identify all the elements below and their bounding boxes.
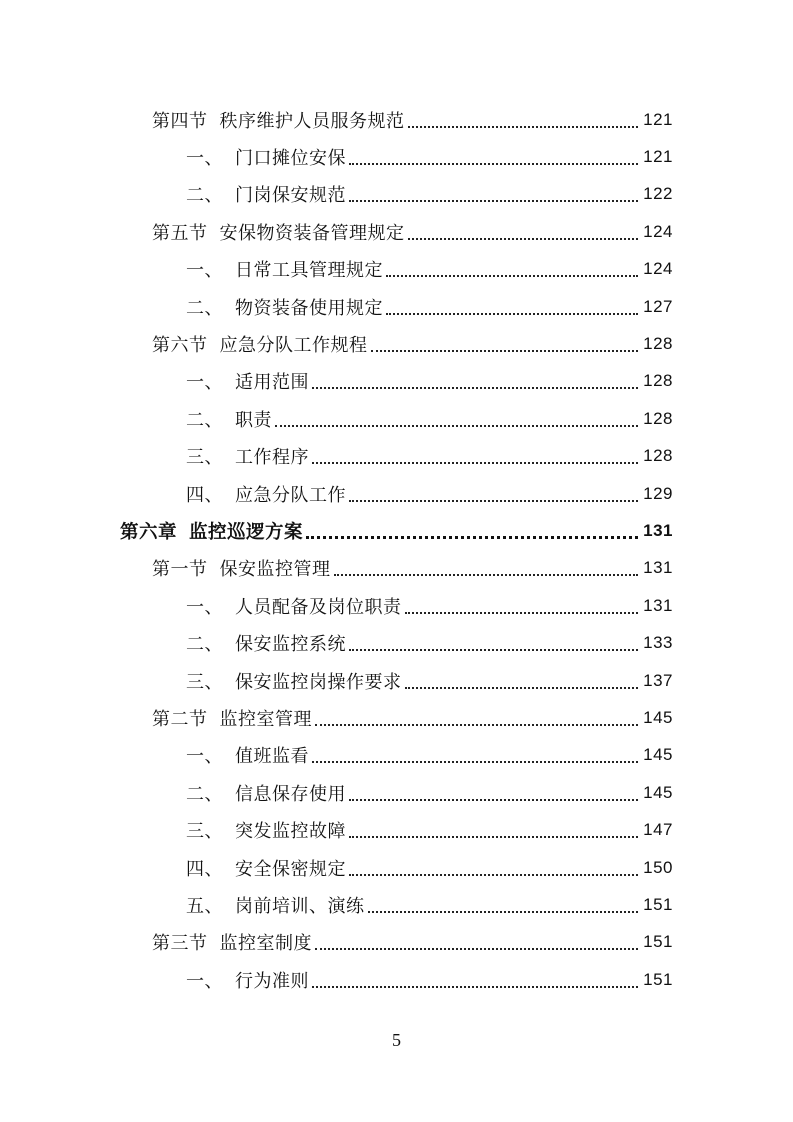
- toc-page-number: 145: [643, 782, 673, 802]
- toc-entry[interactable]: [0, 624, 793, 661]
- toc-dot-leader: [349, 145, 638, 165]
- toc-entry-label: 一、 值班监看: [186, 746, 309, 768]
- toc-dot-leader: [405, 594, 639, 614]
- toc-dot-leader: [306, 518, 638, 539]
- toc-entry[interactable]: [0, 176, 793, 213]
- toc-entry-label: 一、 门口摊位安保: [186, 148, 346, 170]
- toc-dot-leader: [408, 108, 639, 128]
- table-of-contents: [0, 101, 793, 998]
- toc-dot-leader: [315, 930, 638, 950]
- toc-dot-leader: [312, 743, 638, 763]
- toc-page-number: 151: [643, 894, 673, 914]
- toc-entry[interactable]: [0, 288, 793, 325]
- toc-entry-label: 第三节 监控室制度: [152, 933, 312, 955]
- toc-dot-leader: [405, 669, 639, 689]
- toc-dot-leader: [275, 407, 638, 427]
- toc-page-number: 145: [643, 745, 673, 765]
- toc-dot-leader: [349, 781, 638, 801]
- toc-entry-label: 第六节 应急分队工作规程: [152, 335, 368, 357]
- toc-entry[interactable]: [0, 774, 793, 811]
- toc-entry-label: 二、 物资装备使用规定: [186, 297, 383, 319]
- toc-entry-label: 五、 岗前培训、演练: [186, 895, 365, 917]
- toc-entry[interactable]: [0, 325, 793, 362]
- toc-entry[interactable]: [0, 363, 793, 400]
- toc-entry-label: 一、 适用范围: [186, 372, 309, 394]
- toc-entry[interactable]: [0, 811, 793, 848]
- toc-page-number: 124: [643, 259, 673, 279]
- toc-entry-label: 二、 门岗保安规范: [186, 185, 346, 207]
- toc-entry-label: 一、 行为准则: [186, 970, 309, 992]
- toc-entry-label: 四、 应急分队工作: [186, 484, 346, 506]
- toc-entry-label: 三、 工作程序: [186, 447, 309, 469]
- toc-entry-label: 二、 职责: [186, 409, 272, 431]
- toc-entry[interactable]: [0, 475, 793, 512]
- toc-entry-label: 第四节 秩序维护人员服务规范: [152, 110, 405, 132]
- toc-page-number: 150: [643, 857, 673, 877]
- toc-entry[interactable]: [0, 438, 793, 475]
- toc-entry-label: 第一节 保安监控管理: [152, 559, 331, 581]
- toc-dot-leader: [315, 706, 638, 726]
- toc-page-number: 133: [643, 633, 673, 653]
- toc-page-number: 131: [643, 520, 673, 540]
- toc-dot-leader: [312, 369, 638, 389]
- toc-entry[interactable]: [0, 662, 793, 699]
- toc-page-number: 129: [643, 483, 673, 503]
- toc-entry[interactable]: [0, 737, 793, 774]
- toc-entry-label: 二、 信息保存使用: [186, 783, 346, 805]
- toc-page-number: 128: [643, 446, 673, 466]
- toc-dot-leader: [349, 818, 638, 838]
- toc-page-number: 147: [643, 820, 673, 840]
- toc-page-number: 137: [643, 670, 673, 690]
- toc-entry[interactable]: [0, 251, 793, 288]
- toc-entry-label: 三、 保安监控岗操作要求: [186, 671, 402, 693]
- toc-dot-leader: [386, 257, 638, 277]
- toc-page-number: 131: [643, 595, 673, 615]
- toc-dot-leader: [312, 968, 638, 988]
- toc-dot-leader: [386, 295, 638, 315]
- toc-page-number: 127: [643, 296, 673, 316]
- toc-entry[interactable]: [0, 101, 793, 138]
- toc-chapter-label: 第六章 监控巡逻方案: [120, 521, 304, 543]
- toc-dot-leader: [334, 556, 639, 576]
- toc-entry[interactable]: [0, 924, 793, 961]
- toc-page-number: 124: [643, 221, 673, 241]
- toc-entry-label: 四、 安全保密规定: [186, 858, 346, 880]
- toc-entry[interactable]: [0, 587, 793, 624]
- toc-entry-label: 二、 保安监控系统: [186, 634, 346, 656]
- toc-dot-leader: [368, 893, 639, 913]
- toc-page-number: 128: [643, 334, 673, 354]
- toc-entry-label: 三、 突发监控故障: [186, 821, 346, 843]
- toc-page-number: 121: [643, 109, 673, 129]
- toc-page-number: 121: [643, 147, 673, 167]
- toc-page-number: 151: [643, 969, 673, 989]
- page-number: 5: [392, 1030, 401, 1050]
- toc-chapter-entry[interactable]: [0, 512, 793, 549]
- toc-dot-leader: [349, 482, 638, 502]
- toc-page-number: 131: [643, 558, 673, 578]
- toc-entry[interactable]: [0, 400, 793, 437]
- toc-dot-leader: [312, 444, 638, 464]
- toc-page-number: 128: [643, 408, 673, 428]
- toc-page-number: 151: [643, 932, 673, 952]
- toc-entry[interactable]: [0, 138, 793, 175]
- toc-entry-label: 第二节 监控室管理: [152, 708, 312, 730]
- toc-dot-leader: [408, 220, 639, 240]
- toc-entry[interactable]: [0, 213, 793, 250]
- toc-entry[interactable]: [0, 849, 793, 886]
- toc-entry[interactable]: [0, 699, 793, 736]
- toc-entry[interactable]: [0, 961, 793, 998]
- toc-entry-label: 一、 人员配备及岗位职责: [186, 596, 402, 618]
- toc-entry[interactable]: [0, 886, 793, 923]
- toc-page-number: 122: [643, 184, 673, 204]
- toc-entry-label: 第五节 安保物资装备管理规定: [152, 222, 405, 244]
- toc-dot-leader: [349, 182, 638, 202]
- toc-dot-leader: [371, 332, 639, 352]
- toc-page-number: 128: [643, 371, 673, 391]
- toc-dot-leader: [349, 856, 638, 876]
- toc-dot-leader: [349, 631, 638, 651]
- toc-page-number: 145: [643, 707, 673, 727]
- toc-entry-label: 一、 日常工具管理规定: [186, 260, 383, 282]
- toc-entry[interactable]: [0, 550, 793, 587]
